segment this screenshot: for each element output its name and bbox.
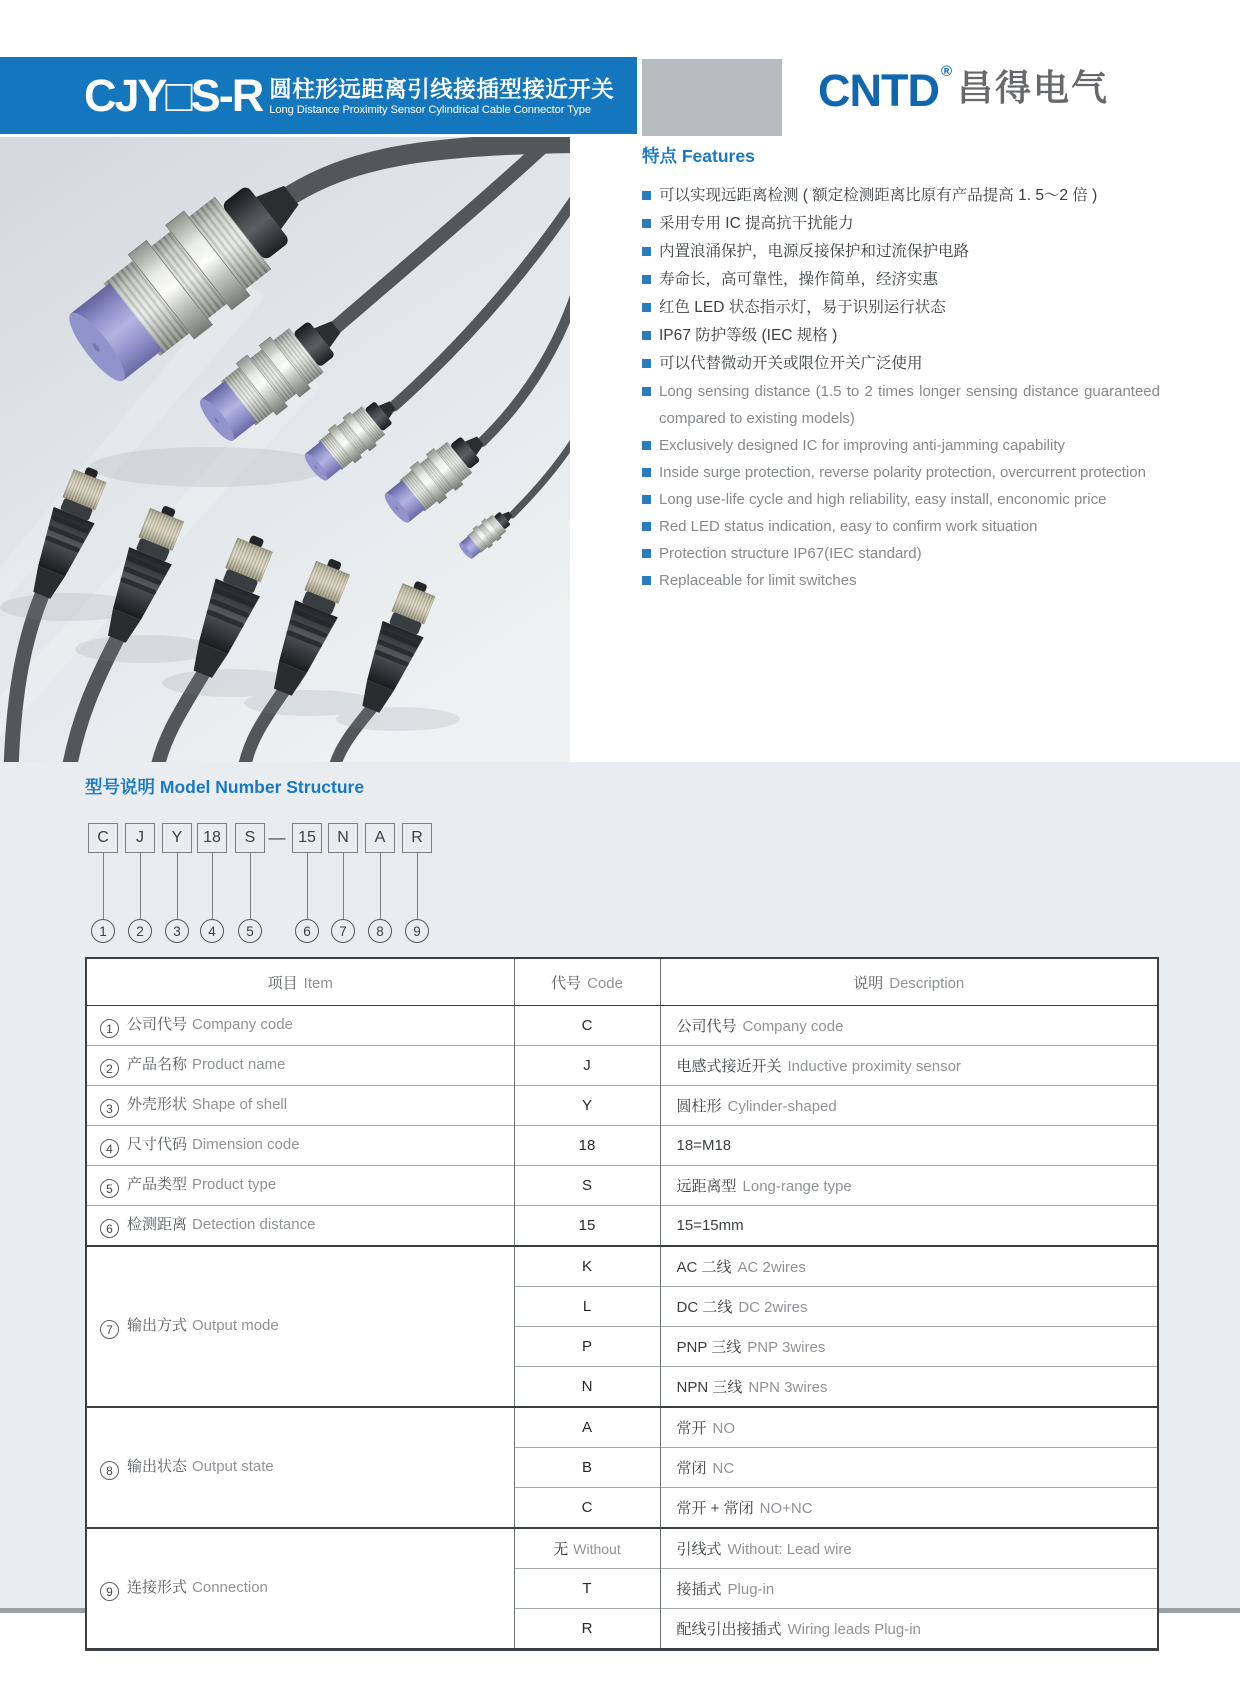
code-cell: C: [514, 1488, 660, 1529]
description-cell: 15=15mm: [660, 1206, 1158, 1247]
feature-item: Red LED status indication, easy to confirm work situation: [642, 513, 1160, 540]
model-connector-line: [103, 853, 104, 919]
code-cell: J: [514, 1046, 660, 1086]
code-cell: B: [514, 1448, 660, 1488]
table-row: [86, 1528, 1158, 1569]
code-cell: 18: [514, 1126, 660, 1166]
item-cell: 9 连接形式 Connection: [86, 1528, 514, 1650]
code-cell: P: [514, 1327, 660, 1367]
banner-subtitle: [269, 76, 614, 116]
position-circle-2: 2: [128, 919, 152, 943]
position-circle-1: 1: [91, 919, 115, 943]
code-cell: S: [514, 1166, 660, 1206]
col-header-code: 代号 Code: [514, 958, 660, 1006]
model-box-4: 18: [197, 823, 227, 853]
feature-item: 红色 LED 状态指示灯，易于识别运行状态: [642, 294, 1160, 322]
model-separator-dash: —: [268, 828, 286, 847]
description-cell: 配线引出接插式 Wiring leads Plug-in: [660, 1609, 1158, 1650]
page-title-model-code: CJY□S-R: [84, 70, 263, 121]
model-connector-line: [380, 853, 381, 919]
table-row: [86, 1166, 1158, 1206]
code-cell: L: [514, 1287, 660, 1327]
code-cell: 无 Without: [514, 1528, 660, 1569]
table-row: [86, 1126, 1158, 1166]
description-cell: AC 二线 AC 2wires: [660, 1246, 1158, 1287]
table-row: [86, 1407, 1158, 1448]
features-list-chinese: [642, 182, 1160, 378]
feature-item: Exclusively designed IC for improving anti-jamming capability: [642, 432, 1160, 459]
brand-name: CNTD: [818, 65, 939, 116]
code-cell: Y: [514, 1086, 660, 1126]
description-cell: 常闭 NC: [660, 1448, 1158, 1488]
model-box-6: 15: [292, 823, 322, 853]
description-cell: 常开 NO: [660, 1407, 1158, 1448]
description-cell: NPN 三线 NPN 3wires: [660, 1367, 1158, 1408]
description-cell: 公司代号 Company code: [660, 1006, 1158, 1046]
item-cell: 8 输出状态 Output state: [86, 1407, 514, 1528]
description-cell: PNP 三线 PNP 3wires: [660, 1327, 1158, 1367]
registered-trademark-icon: ®: [940, 63, 953, 80]
col-header-item: 项目 Item: [86, 958, 514, 1006]
item-cell: 7 输出方式 Output mode: [86, 1246, 514, 1407]
table-row: [86, 1006, 1158, 1046]
description-cell: 18=M18: [660, 1126, 1158, 1166]
brand-logo: [818, 63, 1110, 116]
features-list-english: [642, 378, 1160, 594]
model-box-1: C: [88, 823, 118, 853]
model-connector-line: [417, 853, 418, 919]
description-cell: 远距离型 Long-range type: [660, 1166, 1158, 1206]
model-connector-line: [343, 853, 344, 919]
banner-subtitle-en: Long Distance Proximity Sensor Cylindrical Cable Connector Type: [269, 103, 592, 116]
position-circle-3: 3: [165, 919, 189, 943]
feature-item: 可以实现远距离检测 ( 额定检测距离比原有产品提高 1. 5～2 倍 ): [642, 182, 1160, 210]
description-cell: 引线式 Without: Lead wire: [660, 1528, 1158, 1569]
feature-item: 寿命长，高可靠性，操作简单，经济实惠: [642, 266, 1160, 294]
model-connector-line: [212, 853, 213, 919]
feature-item: IP67 防护等级 (IEC 规格 ): [642, 322, 1160, 350]
description-cell: 圆柱形 Cylinder-shaped: [660, 1086, 1158, 1126]
model-box-2: J: [125, 823, 155, 853]
features-heading: 特点 Features: [642, 146, 755, 166]
item-cell: 5 产品类型 Product type: [86, 1166, 514, 1206]
model-box-3: Y: [162, 823, 192, 853]
model-box-9: R: [402, 823, 432, 853]
item-cell: 2 产品名称 Product name: [86, 1046, 514, 1086]
header-gray-block: [642, 59, 782, 136]
banner-subtitle-zh: 圆柱形远距离引线接插型接近开关: [269, 76, 615, 102]
model-connector-line: [140, 853, 141, 919]
feature-item: 内置浪涌保护，电源反接保护和过流保护电路: [642, 238, 1160, 266]
table-row: [86, 1046, 1158, 1086]
code-cell: R: [514, 1609, 660, 1650]
code-cell: C: [514, 1006, 660, 1046]
code-cell: A: [514, 1407, 660, 1448]
feature-item: Long use-life cycle and high reliability, easy install, enconomic price: [642, 486, 1160, 513]
position-circle-8: 8: [368, 919, 392, 943]
features-section: [642, 143, 1160, 594]
position-circle-9: 9: [405, 919, 429, 943]
description-cell: DC 二线 DC 2wires: [660, 1287, 1158, 1327]
model-box-7: N: [328, 823, 358, 853]
position-circle-5: 5: [238, 919, 262, 943]
brand-name-chinese: 昌得电气: [957, 67, 1110, 108]
code-cell: K: [514, 1246, 660, 1287]
position-circle-6: 6: [295, 919, 319, 943]
item-cell: 6 检测距离 Detection distance: [86, 1206, 514, 1247]
model-connector-line: [250, 853, 251, 919]
header-banner: [0, 57, 637, 134]
feature-item: Protection structure IP67(IEC standard): [642, 540, 1160, 567]
item-cell: 4 尺寸代码 Dimension code: [86, 1126, 514, 1166]
model-box-5: S: [235, 823, 265, 853]
model-connector-line: [307, 853, 308, 919]
code-cell: T: [514, 1569, 660, 1609]
feature-item: 采用专用 IC 提高抗干扰能力: [642, 210, 1160, 238]
table-header-row: [86, 958, 1158, 1006]
table-row: [86, 1246, 1158, 1287]
table-row: [86, 1086, 1158, 1126]
item-cell: 1 公司代号 Company code: [86, 1006, 514, 1046]
table-row: [86, 1206, 1158, 1247]
description-cell: 电感式接近开关 Inductive proximity sensor: [660, 1046, 1158, 1086]
model-structure-heading: 型号说明 Model Number Structure: [85, 777, 365, 797]
product-photo: [0, 137, 570, 762]
feature-item: Replaceable for limit switches: [642, 567, 1160, 594]
feature-item: Inside surge protection, reverse polarity protection, overcurrent protection: [642, 459, 1160, 486]
code-cell: N: [514, 1367, 660, 1408]
model-connector-line: [177, 853, 178, 919]
description-cell: 接插式 Plug-in: [660, 1569, 1158, 1609]
feature-item: Long sensing distance (1.5 to 2 times longer sensing distance guaranteed compared to existing models): [642, 378, 1160, 432]
model-box-8: A: [365, 823, 395, 853]
item-cell: 3 外壳形状 Shape of shell: [86, 1086, 514, 1126]
feature-item: 可以代替微动开关或限位开关广泛使用: [642, 350, 1160, 378]
description-cell: 常开 + 常闭 NO+NC: [660, 1488, 1158, 1529]
model-code-table: [85, 957, 1159, 1651]
code-cell: 15: [514, 1206, 660, 1247]
position-circle-7: 7: [331, 919, 355, 943]
col-header-description: 说明 Description: [660, 958, 1158, 1006]
position-circle-4: 4: [200, 919, 224, 943]
